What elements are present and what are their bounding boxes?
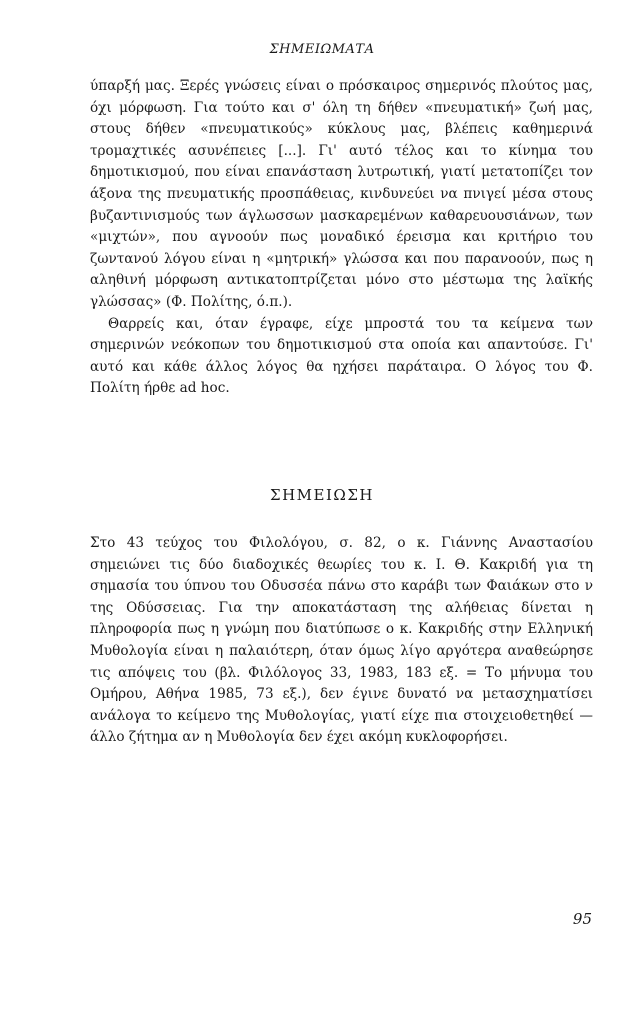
note-text <box>90 533 593 749</box>
main-text <box>90 76 593 400</box>
note-paragraph: Στο 43 τεύχος του Φιλολόγου, σ. 82, ο κ. Γιάννης Αναστασίου σημειώνει τις δύο διαδοχικές θεωρίες του κ. Ι. Θ. Κακριδή για τη σημασία του ύπνου του Οδυσσέα πάνω στο καράβι των Φαιάκων στο ν της Οδύσσειας. Για την αποκατάσταση της αλήθειας δίνεται η πληροφορία πως η γνώμη που διατύπωσε ο κ. Κακριδής στην Ελληνική Μυθολογία είναι η παλαιότερη, όταν όμως λίγο αργότερα αναθεώρησε τις απόψεις του (βλ. Φιλόλογος 33, 1983, 183 εξ. = Το μήνυμα του Ομήρου, Αθήνα 1985, 73 εξ.), δεν έγινε δυνατό να μετασχηματίσει ανάλογα το κείμενο της Μυθολογίας, γιατί είχε πια στοιχειοθετηθεί — άλλο ζήτημα αν η Μυθολογία δεν έχει ακόμη κυκλοφορήσει. <box>90 535 593 746</box>
paragraph-continuation: ύπαρξή μας. Ξερές γνώσεις είναι ο πρόσκαιρος σημερινός πλούτος μας, όχι μόρφωση. Για τούτο και σ' όλη τη δήθεν «πνευματική» ζωή μας, στους δήθεν «πνευματικούς» κύκλους μας, βλέπεις καθημερινά τρομαχτικές ασυνέπειες [...]. Γι' αυτό τέλος και το κίνημα του δημοτικισμού, που είναι επανάσταση λυτρωτική, γιατί μετατοπίζει τον άξονα της πνευματικής προσπάθειας, κινδυνεύει να πνιγεί μέσα στους βυζαντινισμούς των άγλωσσων μασκαρεμένων καθαρευουσιάνων, των «μιχτών», που αγνοούν πως μοναδικό έρεισμα και κριτήριο του ζωντανού λόγου είναι η «μητρική» γλώσσα και που παρανοούν, πως η αληθινή μόρφωση αντικατοπτρίζεται μόνο στο μέστωμα της λαϊκής γλώσσας» (Φ. Πολίτης, ό.π.). <box>90 78 593 310</box>
running-head: ΣΗΜΕΙΩΜΑΤΑ <box>269 42 375 57</box>
note-heading: ΣΗΜΕΙΩΣΗ <box>269 486 375 504</box>
paragraph: Θαρρείς και, όταν έγραφε, είχε μπροστά του τα κείμενα των σημερινών νεόκοπων του δημοτικισμού στα οποία και απαντούσε. Γι' αυτό και κάθε άλλος λόγος θα ηχήσει παράταιρα. Ο λόγος του Φ. Πολίτη ήρθε ad hoc. <box>90 315 593 397</box>
page-number: 95 <box>572 910 592 928</box>
